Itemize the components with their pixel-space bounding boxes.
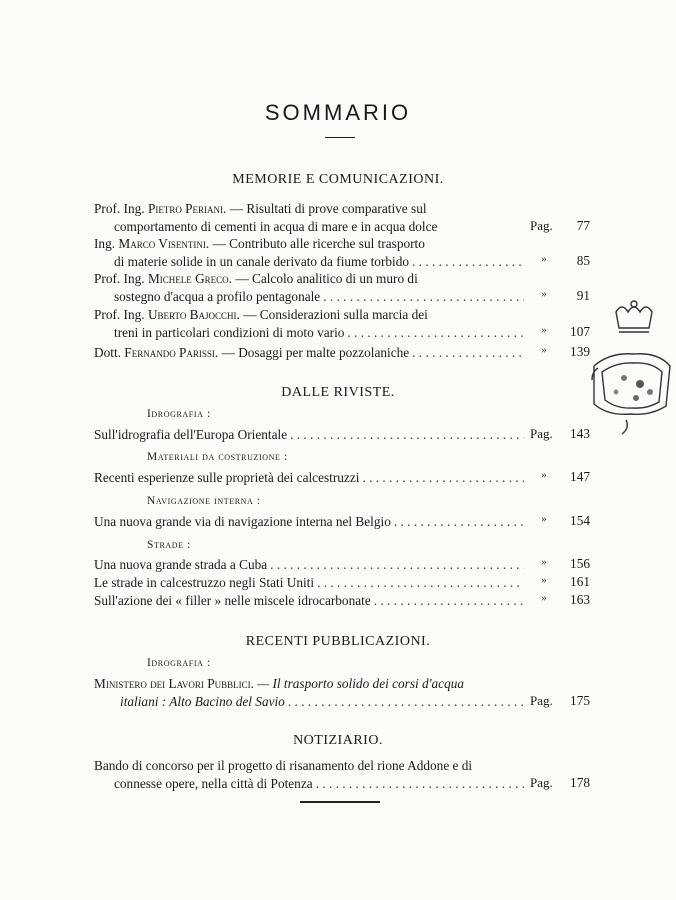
page-ref-label: » [541,556,547,568]
author-name: Pietro Periani. [147,201,227,216]
category-label: Idrografia : [147,657,211,669]
page-number: 161 [570,574,590,589]
page-number: 175 [570,693,590,708]
page-number: 163 [570,592,590,607]
author-name: Fernando Parissi. [124,345,219,360]
section-heading-riviste: DALLE RIVISTE. [281,385,395,400]
memoria-entry: Prof. Ing. Pietro Periani. — Risultati di prove comparative sul comportamento di cementi in acqua di mare e in acqua dolce [94,201,438,234]
memoria-entry: Dott. Fernando Parissi. — Dosaggi per malte pozzolaniche . . . [94,344,524,362]
page-number: 156 [570,556,590,571]
page-ref-label: Pag. [530,218,553,233]
section-heading-notiziario: NOTIZIARIO. [293,733,383,748]
memoria-entry: Prof. Ing. Uberto Bajocchi. — Considerazioni sulla marcia dei treni in particolari condizioni di moto vario . . . [94,306,524,341]
author-name: Uberto Bajocchi. [147,307,240,322]
author-name: Michele Greco. [147,271,233,286]
page-number: 77 [576,218,590,233]
memoria-entry: Prof. Ing. Michele Greco. — Calcolo analitico di un muro di sostegno d'acqua a profilo pentagonale . . . [94,270,524,305]
rivista-entry: Sull'idrografia dell'Europa Orientale . . . [94,426,524,444]
page-number: 139 [570,344,590,359]
page-number: 85 [576,253,590,268]
closing-rule [300,801,380,803]
section-heading-pubblicazioni: RECENTI PUBBLICAZIONI. [245,634,431,649]
rivista-entry: Le strade in calcestruzzo negli Stati Uniti . . . [94,574,524,592]
page-number: 143 [570,426,590,441]
page-ref-label: » [541,324,547,336]
page-number: 91 [576,288,590,303]
page-ref-label: » [541,513,547,525]
category-label: Materiali da costruzione : [147,451,288,463]
page-number: 107 [570,324,590,339]
rivista-entry: Recenti esperienze sulle proprietà dei calcestruzzi . . . [94,469,524,487]
page-ref-label: » [541,592,547,604]
author-name: Marco Visentini. [118,236,210,251]
rivista-entry: Sull'azione dei « filler » nelle miscele idrocarbonate . . . [94,592,524,610]
rivista-entry: Una nuova grande strada a Cuba . . . [94,556,524,574]
page-ref-label: » [541,253,547,265]
category-label: Idrografia : [147,408,211,420]
page-ref-label: » [541,288,547,300]
memoria-entry: Ing. Marco Visentini. — Contributo alle ricerche sul trasporto di materie solide in un canale derivato da fiume torbido . . . [94,235,524,270]
page-ref-label: Pag. [530,693,553,708]
rivista-entry: Una nuova grande via di navigazione interna nel Belgio . . . [94,513,524,531]
page-ref-label: » [541,574,547,586]
page-number: 178 [570,775,590,790]
category-label: Navigazione interna : [147,495,261,507]
category-label: Strade : [147,539,191,551]
author-name: Ministero dei Lavori Pubblici. [94,676,254,691]
pubblicazione-entry: Ministero dei Lavori Pubblici. — Il trasporto solido dei corsi d'acqua italiani : Alto Bacino del Savio . . . [94,675,524,710]
page-ref-label: » [541,469,547,481]
page-number: 147 [570,469,590,484]
notiziario-entry: Bando di concorso per il progetto di risanamento del rione Addone e di connesse opere, nella città di Potenza . . . [94,757,524,792]
page-title: SOMMARIO [264,100,412,125]
library-stamp-icon [586,294,676,444]
page-ref-label: Pag. [530,775,553,790]
page-ref-label: Pag. [530,426,553,441]
section-heading-memorie: MEMORIE E COMUNICAZIONI. [232,172,444,187]
page-number: 154 [570,513,590,528]
page-ref-label: » [541,344,547,356]
title-rule [325,137,355,138]
